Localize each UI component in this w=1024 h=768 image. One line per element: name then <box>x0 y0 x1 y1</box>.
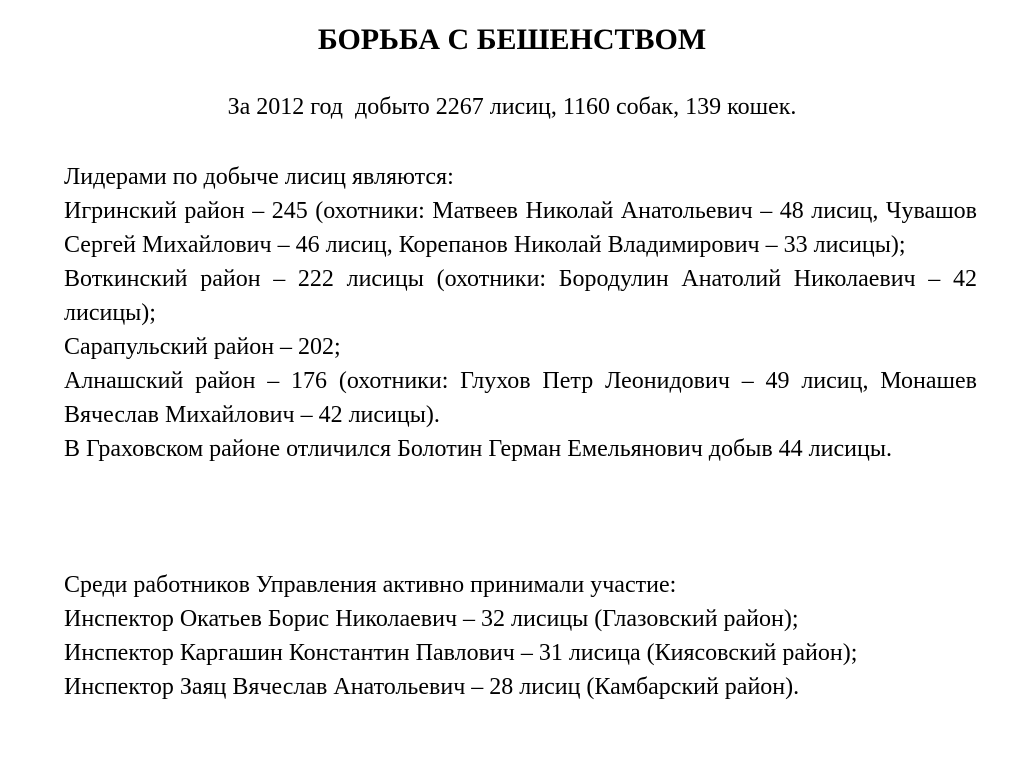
leaders-item: Воткинский район – 222 лисицы (охотники: Бородулин Анатолий Николаевич – 42 лисицы); <box>64 266 977 326</box>
leaders-item: Игринский район – 245 (охотники: Матвеев Николай Анатольевич – 48 лисиц, Чувашов Сергей Михайлович – 46 лисиц, Корепанов Николай Владимирович – 33 лисицы); <box>64 198 977 258</box>
staff-item: Инспектор Заяц Вячеслав Анатольевич – 28 лисиц (Камбарский район). <box>64 674 800 700</box>
leaders-item: В Граховском районе отличился Болотин Герман Емельянович добыв 44 лисицы. <box>64 436 892 462</box>
staff-heading: Среди работников Управления активно принимали участие: <box>64 572 677 598</box>
leaders-item: Сарапульский район – 202; <box>64 334 341 360</box>
leaders-item: Алнашский район – 176 (охотники: Глухов Петр Леонидович – 49 лисиц, Монашев Вячеслав Михайлович – 42 лисицы). <box>64 368 977 428</box>
leaders-section <box>64 160 977 466</box>
staff-item: Инспектор Окатьев Борис Николаевич – 32 лисицы (Глазовский район); <box>64 606 799 632</box>
leaders-heading: Лидерами по добыче лисиц являются: <box>64 164 454 190</box>
summary-line: За 2012 год добыто 2267 лисиц, 1160 собак, 139 кошек. <box>227 94 797 120</box>
staff-section <box>64 568 977 704</box>
staff-item: Инспектор Каргашин Константин Павлович – 31 лисица (Киясовский район); <box>64 640 858 666</box>
slide-title: БОРЬБА С БЕШЕНСТВОМ <box>317 23 707 56</box>
